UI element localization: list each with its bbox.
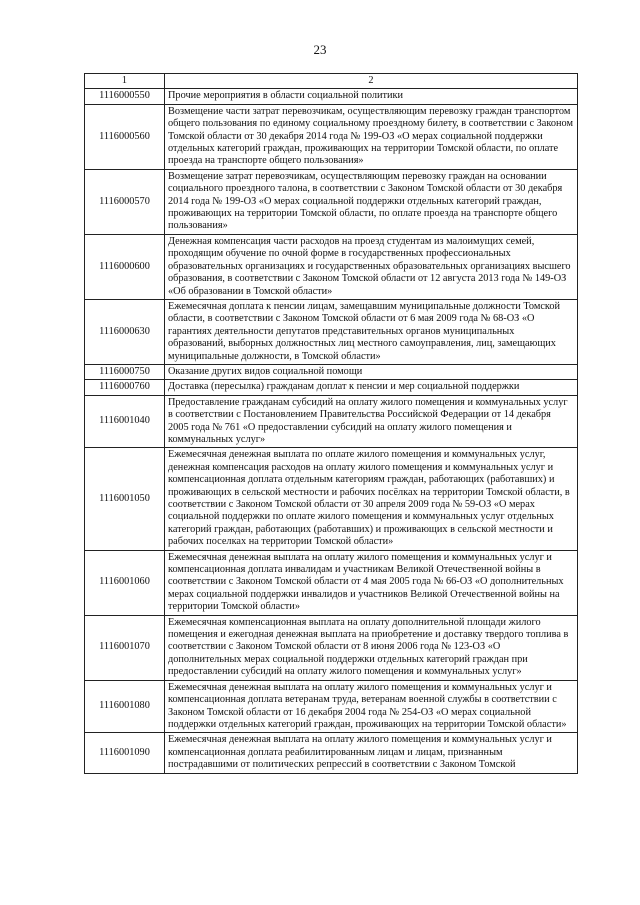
- row-code: 1116001090: [85, 733, 165, 773]
- table-row: [85, 169, 578, 234]
- page-number: 23: [313, 42, 327, 57]
- row-description: Доставка (пересылка) гражданам доплат к пенсии и мер социальной поддержки: [165, 380, 578, 395]
- table-row: [85, 364, 578, 379]
- row-code: 1116000630: [85, 299, 165, 364]
- row-code: 1116000760: [85, 380, 165, 395]
- table-row: [85, 104, 578, 169]
- row-description: Ежемесячная денежная выплата по оплате жилого помещения и коммунальных услуг, денежная компенсация расходов на оплату жилого помещения и коммунальных услуг и компенсационная доплата отдельным категориям граждан, работающих (работавших) и проживающих в сельской местности и рабочих посёлках на территории Томской области, в соответствии с Законом Томской области от 30 апреля 2009 года № 59-ОЗ «О мерах социальной поддержки по оплате жилого помещения и коммунальных услуг отдельных категорий граждан, работающих (работавших) и проживающих в сельской местности и рабочих поселках на территории Томской области»: [165, 448, 578, 550]
- row-code: 1116001050: [85, 448, 165, 550]
- table-row: [85, 299, 578, 364]
- table-row: [85, 680, 578, 733]
- table-row: [85, 448, 578, 550]
- row-description: Прочие мероприятия в области социальной политики: [165, 89, 578, 104]
- row-code: 1116000600: [85, 234, 165, 299]
- row-code: 1116000550: [85, 89, 165, 104]
- column-header-code: 1: [85, 74, 165, 89]
- table-row: [85, 234, 578, 299]
- row-description: Ежемесячная денежная выплата на оплату жилого помещения и коммунальных услуг и компенсационная доплата ветеранам труда, ветеранам военной службы в соответствии с Законом Томской области от 16 декабря 2004 года № 254-ОЗ «О мерах социальной поддержки отдельных категорий граждан, проживающих на территории Томской области»: [165, 680, 578, 733]
- table-row: [85, 395, 578, 448]
- row-code: 1116000570: [85, 169, 165, 234]
- table-row: [85, 550, 578, 615]
- table-row: [85, 615, 578, 680]
- row-description: Возмещение части затрат перевозчикам, осуществляющим перевозку граждан транспортом общего пользования по единому социальному проездному билету, в соответствии с Законом Томской области от 30 декабря 2014 года № 199-ОЗ «О мерах социальной поддержки отдельных категорий граждан, проживающих на территории Томской области, по оплате проезда на транспорте общего пользования»: [165, 104, 578, 169]
- row-code: 1116001080: [85, 680, 165, 733]
- row-code: 1116000750: [85, 364, 165, 379]
- row-description: Предоставление гражданам субсидий на оплату жилого помещения и коммунальных услуг в соответствии с Постановлением Правительства Российской Федерации от 14 декабря 2005 года № 761 «О предоставлении субсидий на оплату жилого помещения и коммунальных услуг»: [165, 395, 578, 448]
- row-code: 1116001060: [85, 550, 165, 615]
- classification-table: [84, 73, 578, 774]
- row-description: Ежемесячная денежная выплата на оплату жилого помещения и коммунальных услуг и компенсационная доплата реабилитированным лицам и лицам, признанным пострадавшими от политических репрессий в соответствии с Законом Томской: [165, 733, 578, 773]
- row-description: Денежная компенсация части расходов на проезд студентам из малоимущих семей, проходящим обучение по очной форме в государственных профессиональных образовательных организациях и государственных образовательных организациях высшего образования, в соответствии с Законом Томской области от 12 августа 2013 года № 149-ОЗ «Об образовании в Томской области»: [165, 234, 578, 299]
- row-description: Ежемесячная доплата к пенсии лицам, замещавшим муниципальные должности Томской области, в соответствии с Законом Томской области от 6 мая 2009 года № 68-ОЗ «О гарантиях деятельности депутатов представительных органов муниципальных образований, выборных должностных лиц местного самоуправления, лиц, замещающих муниципальные должности, в Томской области»: [165, 299, 578, 364]
- table-row: [85, 380, 578, 395]
- row-code: 1116000560: [85, 104, 165, 169]
- table-header-row: [85, 74, 578, 89]
- column-header-description: 2: [165, 74, 578, 89]
- table-row: [85, 89, 578, 104]
- row-description: Возмещение затрат перевозчикам, осуществляющим перевозку граждан на основании социального проездного талона, в соответствии с Законом Томской области от 30 декабря 2014 года № 199-ОЗ «О мерах социальной поддержки отдельных категорий граждан, проживающих на территории Томской области, по оплате проезда на транспорте общего пользования»: [165, 169, 578, 234]
- row-code: 1116001070: [85, 615, 165, 680]
- row-code: 1116001040: [85, 395, 165, 448]
- row-description: Оказание других видов социальной помощи: [165, 364, 578, 379]
- table-row: [85, 733, 578, 773]
- row-description: Ежемесячная компенсационная выплата на оплату дополнительной площади жилого помещения и ежегодная денежная выплата на приобретение и доставку твердого топлива в соответствии с Законом Томской области от 8 июня 2006 года № 123-ОЗ «О дополнительных мерах социальной поддержки отдельных категорий граждан при предоставлении субсидий на оплату жилого помещения и коммунальных услуг»: [165, 615, 578, 680]
- row-description: Ежемесячная денежная выплата на оплату жилого помещения и коммунальных услуг и компенсационная доплата инвалидам и участникам Великой Отечественной войны в соответствии с Законом Томской области от 4 мая 2005 года № 66-ОЗ «О дополнительных мерах социальной поддержки инвалидов и участников Великой Отечественной войны на территории Томской области»: [165, 550, 578, 615]
